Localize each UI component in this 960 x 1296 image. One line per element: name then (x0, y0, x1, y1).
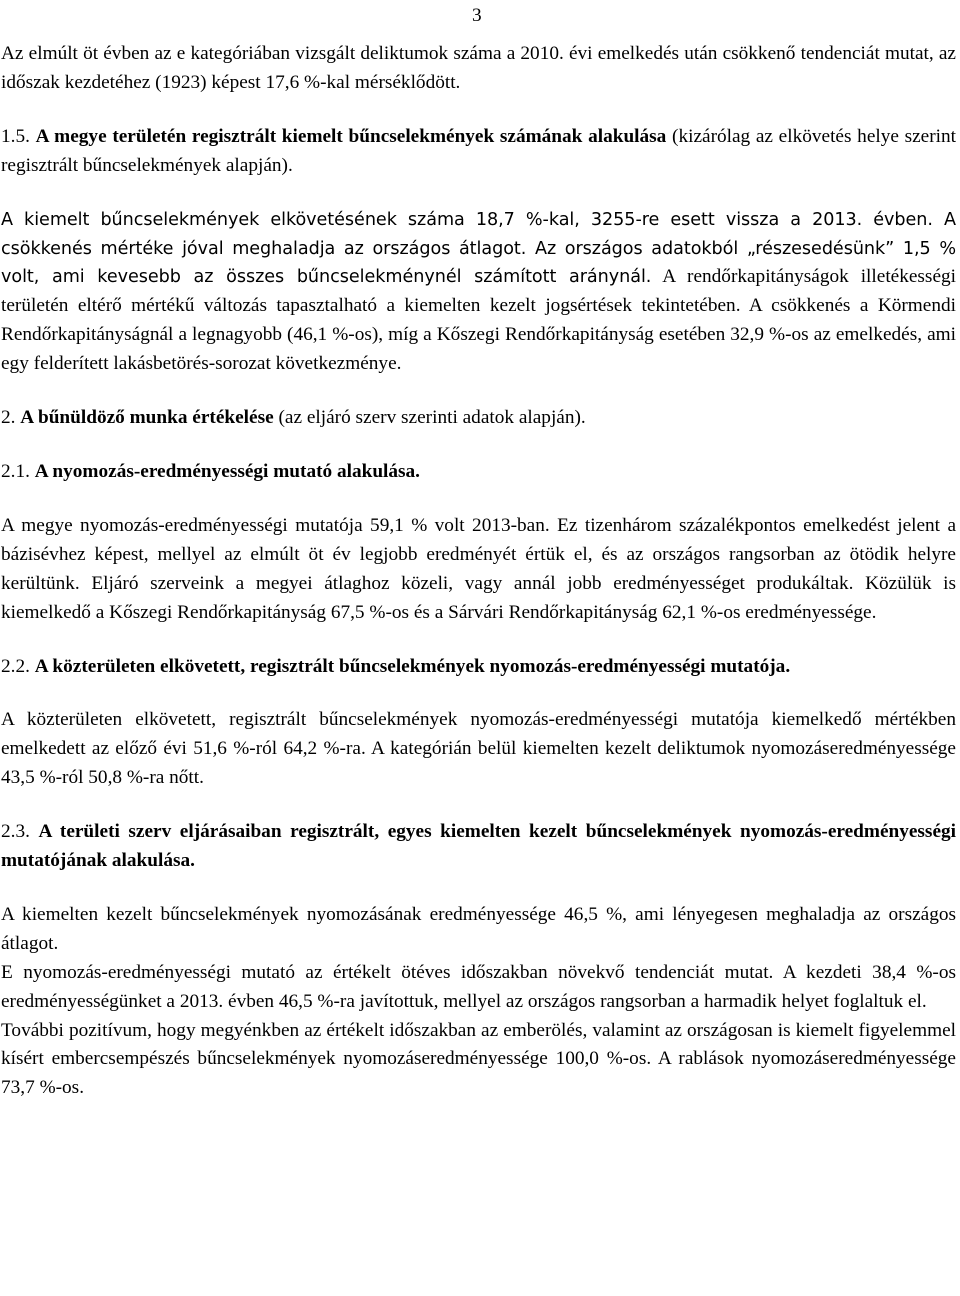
section-2-2-paragraph: A közterületen elkövetett, regisztrált bűncselekmények nyomozás-eredményességi mutatója kiemelkedő mértékben emelkedett az előző évi 51,6 %-ról 64,2 %-ra. A kategórián belül kiemelten kezelt deliktumok nyomozáseredményessége 43,5 %-ról 50,8 %-ra nőtt. (1, 709, 956, 789)
section-2-title: A bűnüldöző munka értékelése (20, 407, 274, 429)
page-content (1, 40, 956, 1103)
section-2-2-number: 2.2. (1, 655, 30, 677)
section-1-5-paragraph (1, 206, 956, 379)
section-2-3-heading (1, 818, 956, 876)
section-2-rest: (az eljáró szerv szerinti adatok alapján). (273, 407, 586, 429)
section-1-5-title: A megye területén regisztrált kiemelt bűncselekmények számának alakulása (35, 125, 667, 147)
section-1-5-subtitle: (kizárólag az elkövetés helye szerint regisztrált bűncselekmények alapján). (1, 125, 957, 176)
section-2-number: 2. (1, 407, 16, 429)
section-2-1-number: 2.1. (1, 460, 30, 482)
section-2-1-paragraph: A megye nyomozás-eredményességi mutatója 59,1 % volt 2013-ban. Ez tizenhárom százalékpontos emelkedést jelent a bázisévhez képest, mellyel az elmúlt öt év legjobb eredményét értük el, és az országos rangsorban az ötödik helyre kerültünk. Eljáró szerveink a megyei átlaghoz közeli, vagy annál jobb eredményességet produkáltak. Közülük is kiemelkedő a Kőszegi Rendőrkapitányság 67,5 %-os és a Sárvári Rendőrkapitányság 62,1 %-os eredményessége. (1, 514, 956, 623)
section-1-5-number: 1.5. (1, 125, 30, 147)
section-1-5-sans-text: A kiemelt bűncselekmények elkövetésének száma 18,7 %-kal, 3255-re esett vissza a 2013. évben. A csökkenés mértéke jóval meghaladja az országos átlagot. Az országos adatokból „részesedésünk” 1,5 % volt, ami kevesebb az összes bűncselekménynél számított aránynál. (1, 209, 956, 288)
section-2-2-title: A közterületen elkövetett, regisztrált bűncselekmények nyomozás-eredményességi mutatója. (34, 655, 791, 677)
section-1-5-serif-text-2: A csökkenés a Körmendi Rendőrkapitányságnál a legnagyobb (46,1 %-os), míg a Kőszegi Rendőrkapitányság esetében 32,9 %-os az emelkedés, ami egy felderített lakásbetörés-sorozat következménye. (1, 295, 956, 375)
section-2-3-number: 2.3. (1, 821, 30, 843)
section-2-1-heading (1, 458, 956, 487)
section-2-3-title: A területi szerv eljárásaiban regisztrált, egyes kiemelten kezelt bűncselekmények nyomozás-eredményességi mutatójának alakulása. (1, 821, 956, 872)
section-2-heading (1, 404, 956, 433)
section-1-5-serif-text-1: A rendőrkapitányságok illetékességi területén eltérő mértékű változás tapasztalható a kiemelten kezelt jogsértések tekintetében. (1, 266, 956, 317)
section-2-3-paragraph-2: E nyomozás-eredményességi mutató az értékelt ötéves időszakban növekvő tendenciát mutat. A kezdeti 38,4 %-os eredményességünket a 2013. évben 46,5 %-ra javítottuk, mellyel az országos rangsorban a harmadik helyet foglaltuk el. (1, 961, 956, 1012)
section-2-1-title: A nyomozás-eredményességi mutató alakulása. (34, 460, 421, 482)
section-2-3-paragraph-3: További pozitívum, hogy megyénkben az értékelt időszakban az emberölés, valamint az országosan is kiemelt figyelemmel kísért embercsempészés bűncselekmények nyomozáseredményessége 100,0 %-os. A rablások nyomozáseredményessége 73,7 %-os. (1, 1019, 956, 1099)
intro-paragraph: Az elmúlt öt évben az e kategóriában vizsgált deliktumok száma a 2010. évi emelkedés után csökkenő tendenciát mutat, az időszak kezdetéhez (1923) képest 17,6 %-kal mérséklődött. (1, 43, 956, 93)
section-2-3-paragraph-1: A kiemelten kezelt bűncselekmények nyomozásának eredményessége 46,5 %, ami lényegesen meghaladja az országos átlagot. (1, 903, 956, 954)
page-number: 3 (472, 5, 482, 26)
section-1-5-heading (1, 123, 956, 181)
section-2-2-heading (1, 653, 956, 682)
